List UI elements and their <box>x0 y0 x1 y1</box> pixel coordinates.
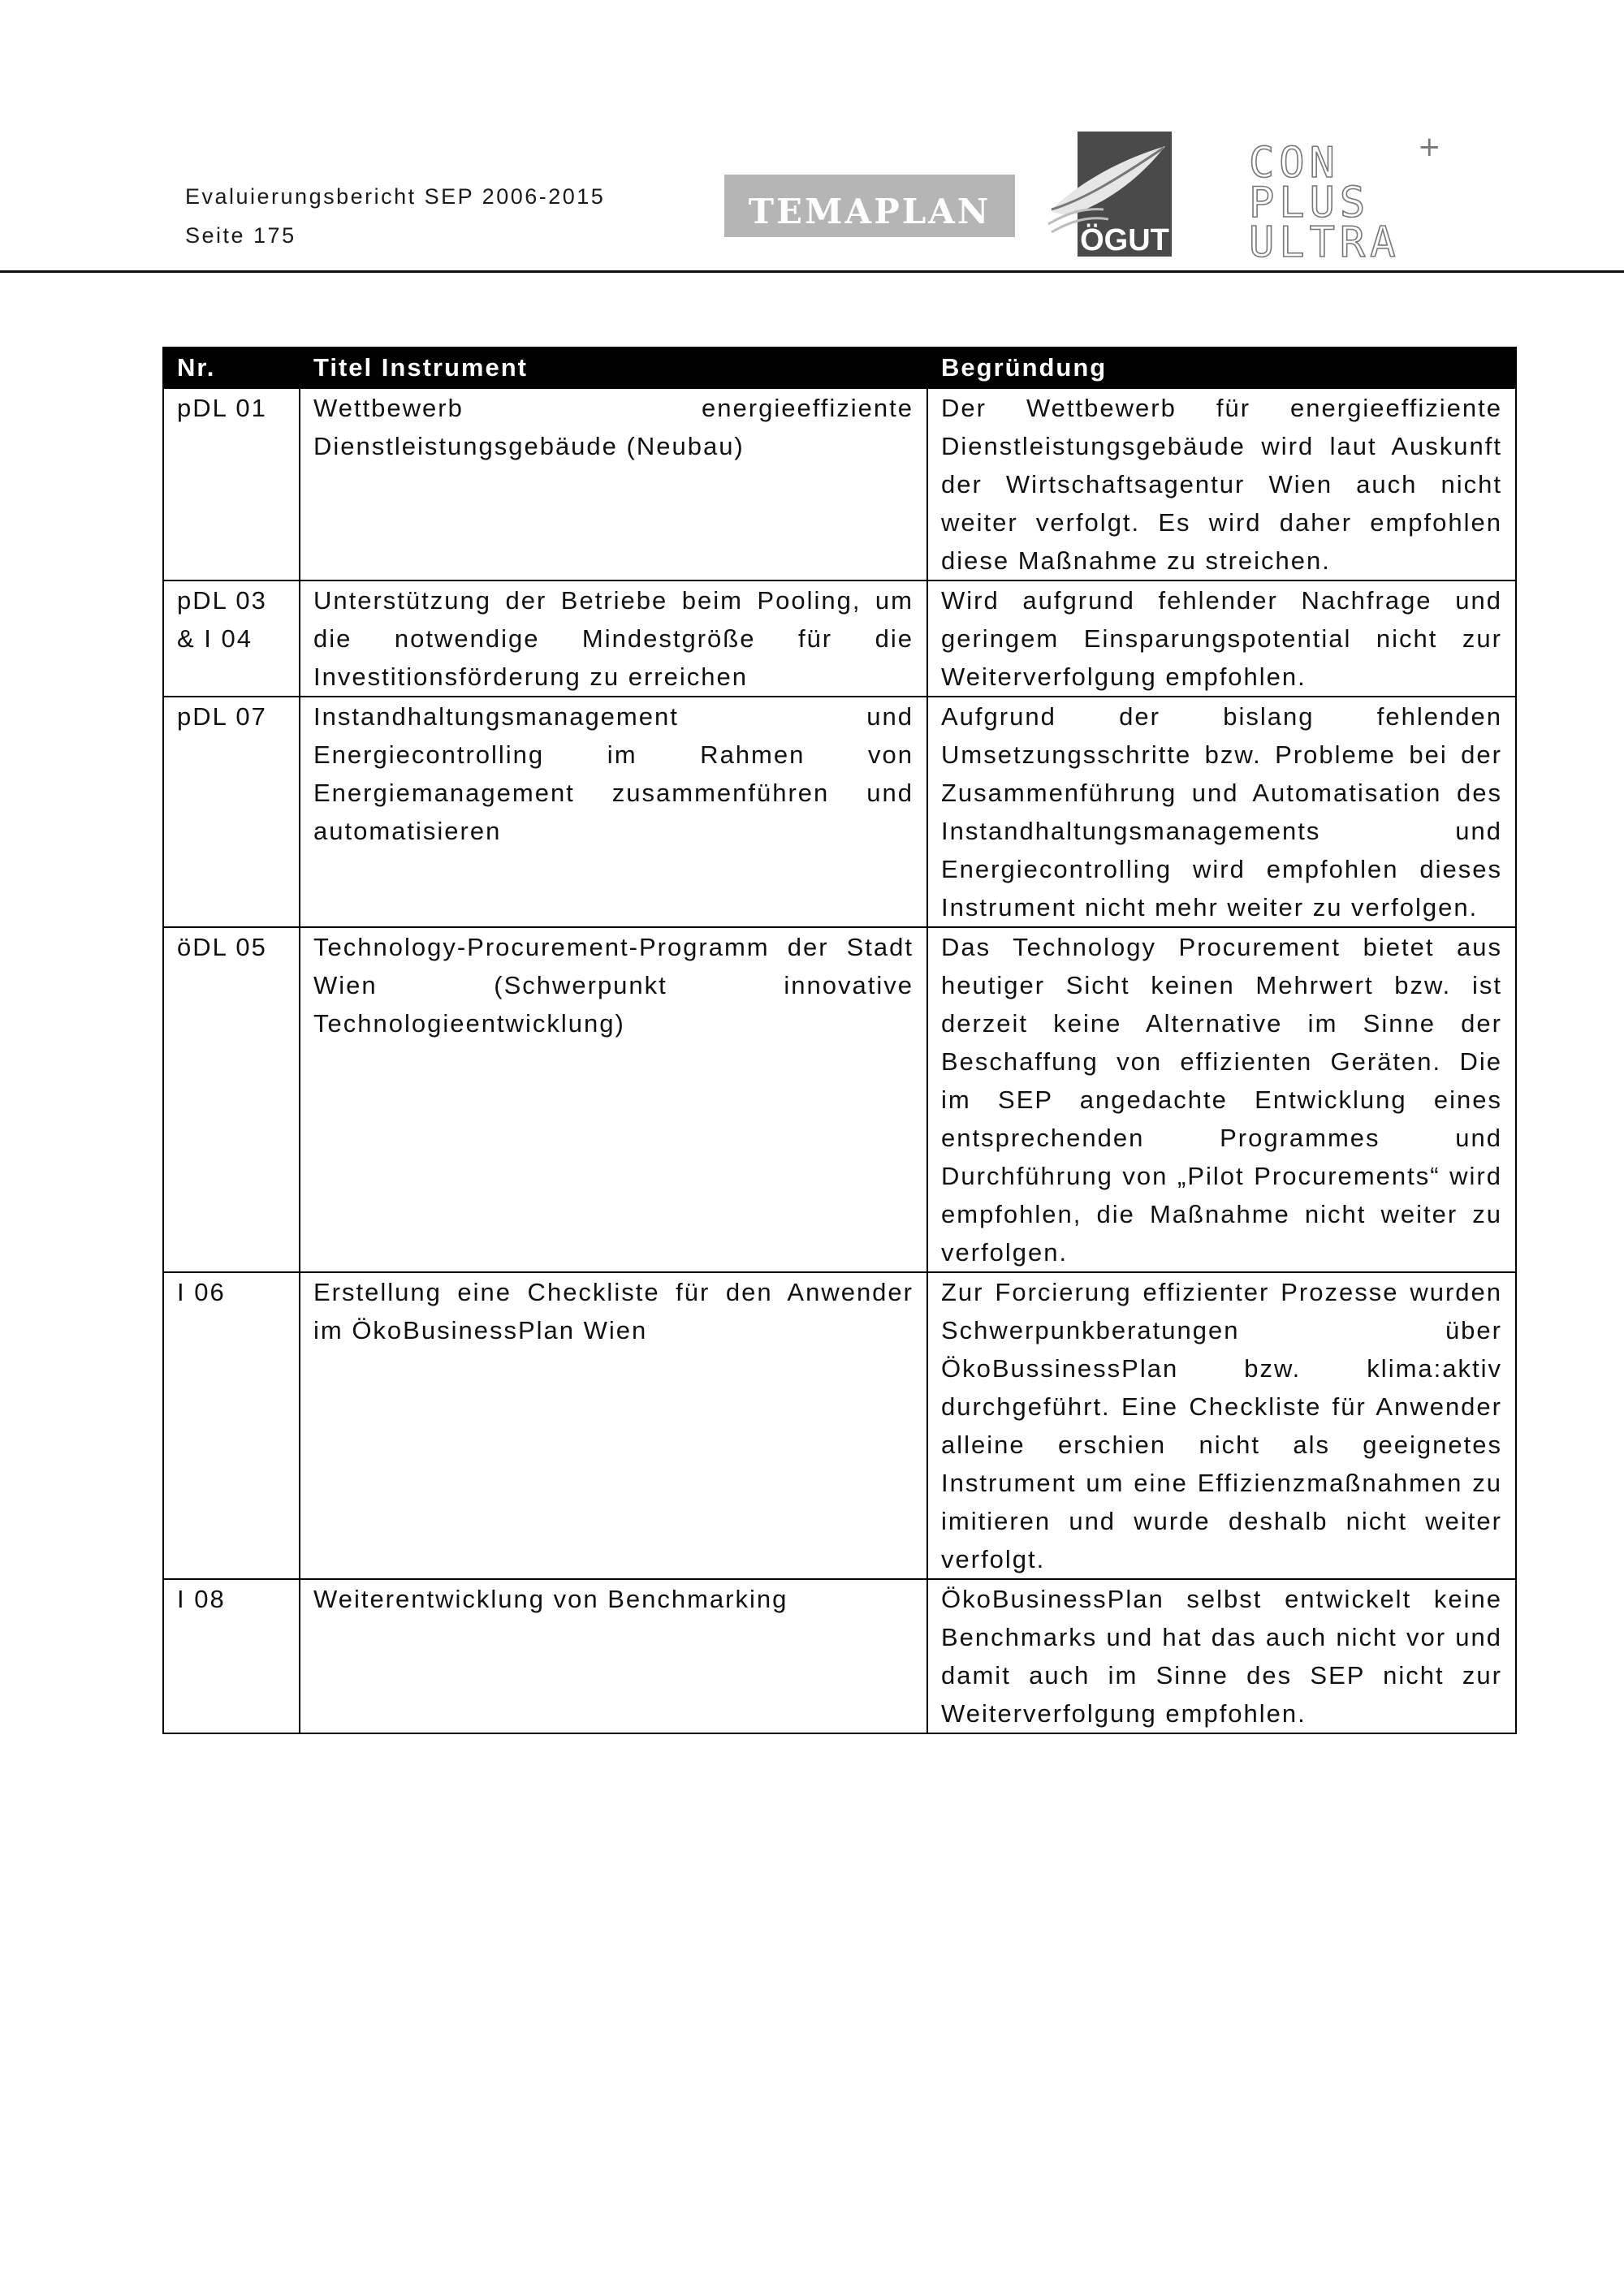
cell-titel: Technology-Procurement-Programm der Stadt Wien (Schwerpunkt innovative Technologieentwicklung) <box>300 927 927 1272</box>
con-plus-ultra-logo <box>1249 135 1452 261</box>
header-nr: Nr. <box>163 347 300 388</box>
logo-word-plus: PLUS <box>1249 179 1371 227</box>
header-begruendung: Begründung <box>927 347 1516 388</box>
cell-nr: pDL 03 & I 04 <box>163 580 300 697</box>
cell-titel: Wettbewerb energieeffiziente Dienstleistungsgebäude (Neubau) <box>300 388 927 580</box>
cell-begruendung: Das Technology Procurement bietet aus heutiger Sicht keinen Mehrwert bzw. ist derzeit keine Alternative im Sinne der Beschaffung von effizienten Geräten. Die im SEP angedachte Entwicklung eines entsprechenden Programmes und Durchführung von „Pilot Procurements“ wird empfohlen, die Maßnahme nicht weiter zu verfolgen. <box>927 927 1516 1272</box>
logo-plus-sign: + <box>1418 135 1441 163</box>
cell-begruendung: Wird aufgrund fehlender Nachfrage und geringem Einsparungspotential nicht zur Weiterverfolgung empfohlen. <box>927 580 1516 697</box>
table-row <box>163 927 1516 1272</box>
page-number: Seite 175 <box>185 223 296 248</box>
table-header-row <box>163 347 1516 388</box>
cell-begruendung: Aufgrund der bislang fehlenden Umsetzungsschritte bzw. Probleme bei der Zusammenführung und Automatisation des Instandhaltungsmanagements und Energiecontrolling wird empfohlen dieses Instrument nicht mehr weiter zu verfolgen. <box>927 697 1516 927</box>
header-divider <box>0 270 1624 273</box>
cell-titel: Unterstützung der Betriebe beim Pooling, um die notwendige Mindestgröße für die Investitionsförderung zu erreichen <box>300 580 927 697</box>
page-header <box>185 177 605 255</box>
ogut-logo-text: ÖGUT <box>1080 223 1169 257</box>
logo-word-con: CON <box>1249 139 1340 188</box>
table-row <box>163 1272 1516 1579</box>
cell-begruendung: Der Wettbewerb für energieeffiziente Dienstleistungsgebäude wird laut Auskunft der Wirtschaftsagentur Wien auch nicht weiter verfolgt. Es wird daher empfohlen diese Maßnahme zu streichen. <box>927 388 1516 580</box>
header-titel: Titel Instrument <box>300 347 927 388</box>
cell-titel: Weiterentwicklung von Benchmarking <box>300 1579 927 1733</box>
temaplan-logo <box>724 175 1015 237</box>
cell-nr: I 08 <box>163 1579 300 1733</box>
cell-begruendung: ÖkoBusinessPlan selbst entwickelt keine Benchmarks und hat das auch nicht vor und damit auch im Sinne des SEP nicht zur Weiterverfolgung empfohlen. <box>927 1579 1516 1733</box>
report-title: Evaluierungsbericht SEP 2006-2015 <box>185 184 606 209</box>
cell-nr: pDL 07 <box>163 697 300 927</box>
temaplan-logo-text: TEMAPLAN <box>748 192 991 231</box>
table-row <box>163 388 1516 580</box>
logo-word-ultra: ULTRA <box>1249 218 1401 261</box>
cell-begruendung: Zur Forcierung effizienter Prozesse wurden Schwerpunkberatungen über ÖkoBussinessPlan bzw. klima:aktiv durchgeführt. Eine Checkliste für Anwender alleine erschien nicht als geeignetes Instrument um eine Effizienzmaßnahmen zu imitieren und wurde deshalb nicht weiter verfolgt. <box>927 1272 1516 1579</box>
cell-titel: Instandhaltungsmanagement und Energiecontrolling im Rahmen von Energiemanagement zusammenführen und automatisieren <box>300 697 927 927</box>
ogut-logo <box>1043 128 1173 260</box>
table-row <box>163 580 1516 697</box>
table-row <box>163 1579 1516 1733</box>
table-row <box>163 697 1516 927</box>
cell-nr: pDL 01 <box>163 388 300 580</box>
instrument-table <box>162 347 1517 1734</box>
cell-nr: I 06 <box>163 1272 300 1579</box>
cell-nr: öDL 05 <box>163 927 300 1272</box>
cell-titel: Erstellung eine Checkliste für den Anwender im ÖkoBusinessPlan Wien <box>300 1272 927 1579</box>
